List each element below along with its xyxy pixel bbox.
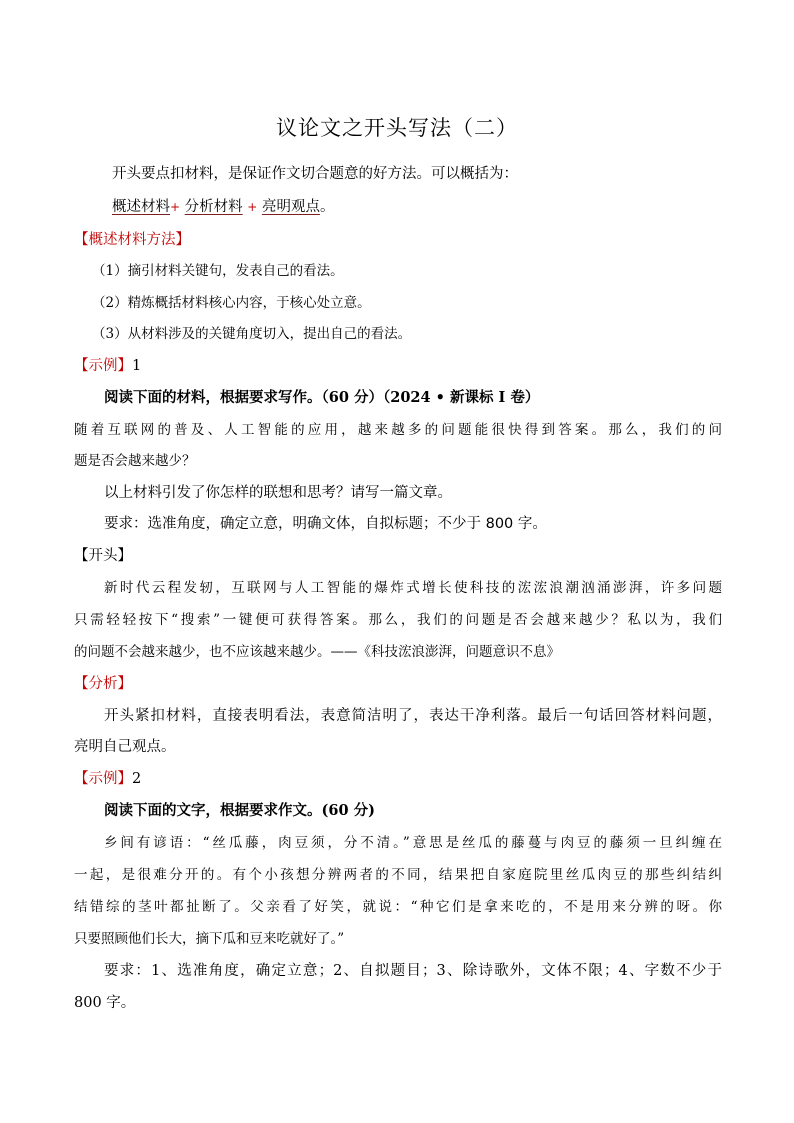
example2-label: 【示例】: [74, 771, 132, 787]
formula-part-summary: 概述材料: [112, 199, 170, 215]
opening-text: [74, 641, 560, 663]
example1-label: 【示例】: [74, 358, 132, 374]
method-item: （3）从材料涉及的关键角度切入，提出自己的看法。: [92, 326, 412, 342]
example2-material: 乡间有谚语：“丝瓜藤，肉豆须，分不清。”意思是丝瓜的藤蔓与肉豆的藤须一旦纠缠在: [104, 835, 722, 851]
example2-material: 只要照顾他们长大，摘下瓜和豆来吃就好了。”: [74, 931, 345, 947]
example1-question: 以上材料引发了你怎样的联想和思考？请写一篇文章。: [104, 485, 452, 501]
intro-text: 开头要点扣材料，是保证作文切合题意的好方法。可以概括为：: [112, 166, 518, 182]
example1-material: 随着互联网的普及、人工智能的应用，越来越多的问题能很快得到答案。那么，我们的问: [74, 422, 722, 438]
example2-material: 结错综的茎叶都扯断了。父亲看了好笑，就说：“种它们是拿来吃的，不是用来分辨的呀。你: [74, 899, 722, 915]
formula-part-viewpoint: 亮明观点: [261, 199, 320, 215]
opening-text-part: 的问题不会越来越少，也不应该越来越少。——: [74, 644, 358, 660]
opening-text: 只需轻轻按下“搜索”一键便可获得答案。那么，我们的问题是否会越来越少？私以为，我们: [74, 612, 722, 628]
formula-line: [112, 196, 334, 218]
example2-material: 一起，是很难分开的。有个小孩想分辨两者的不同，结果把自家庭院里丝瓜肉豆的那些纠结纠: [74, 867, 722, 883]
essay-title: 《科技浤浪澎湃，问题意识不息》: [357, 644, 560, 660]
opening-text: 新时代云程发轫，互联网与人工智能的爆炸式增长使科技的浤浤浪潮汹涌澎湃，许多问题: [104, 580, 722, 596]
example1-material: 题是否会越来越少？: [74, 453, 196, 469]
analysis-heading: 【分析】: [74, 676, 132, 692]
analysis-text: 开头紧扣材料，直接表明看法，表意简洁明了，表达干净利落。最后一句话回答材料问题，: [104, 708, 722, 724]
opening-heading: 【开头】: [74, 548, 132, 564]
example2-heading: [74, 768, 141, 790]
formula-plus: +: [247, 200, 258, 214]
example1-requirement: 要求：选准角度，确定立意，明确文体，自拟标题；不少于 800 字。: [104, 516, 547, 532]
example1-heading: [74, 355, 141, 377]
example2-prompt: 阅读下面的文字，根据要求作文。(60 分): [104, 802, 375, 819]
method-item: （2）精炼概括材料核心内容，于核心处立意。: [92, 295, 371, 311]
formula-part-analysis: 分析材料: [184, 199, 243, 215]
example1-number: 1: [132, 358, 142, 374]
example2-requirement: 要求：1、选准角度，确定立意；2、自拟题目；3、除诗歌外，文体不限；4、字数不少于: [104, 963, 722, 979]
example2-requirement: 800 字。: [74, 995, 136, 1011]
example2-number: 2: [132, 771, 142, 787]
analysis-text: 亮明自己观点。: [74, 739, 176, 755]
methods-heading: 【概述材料方法】: [74, 232, 190, 248]
method-item: （1）摘引材料关键句，发表自己的看法。: [92, 263, 344, 279]
page-title: 议论文之开头写法（二）: [276, 116, 518, 140]
example1-prompt: 阅读下面的材料，根据要求写作。（60 分）（2024 • 新课标 I 卷）: [104, 389, 540, 406]
formula-plus: +: [170, 200, 181, 214]
formula-end: 。: [319, 199, 335, 215]
